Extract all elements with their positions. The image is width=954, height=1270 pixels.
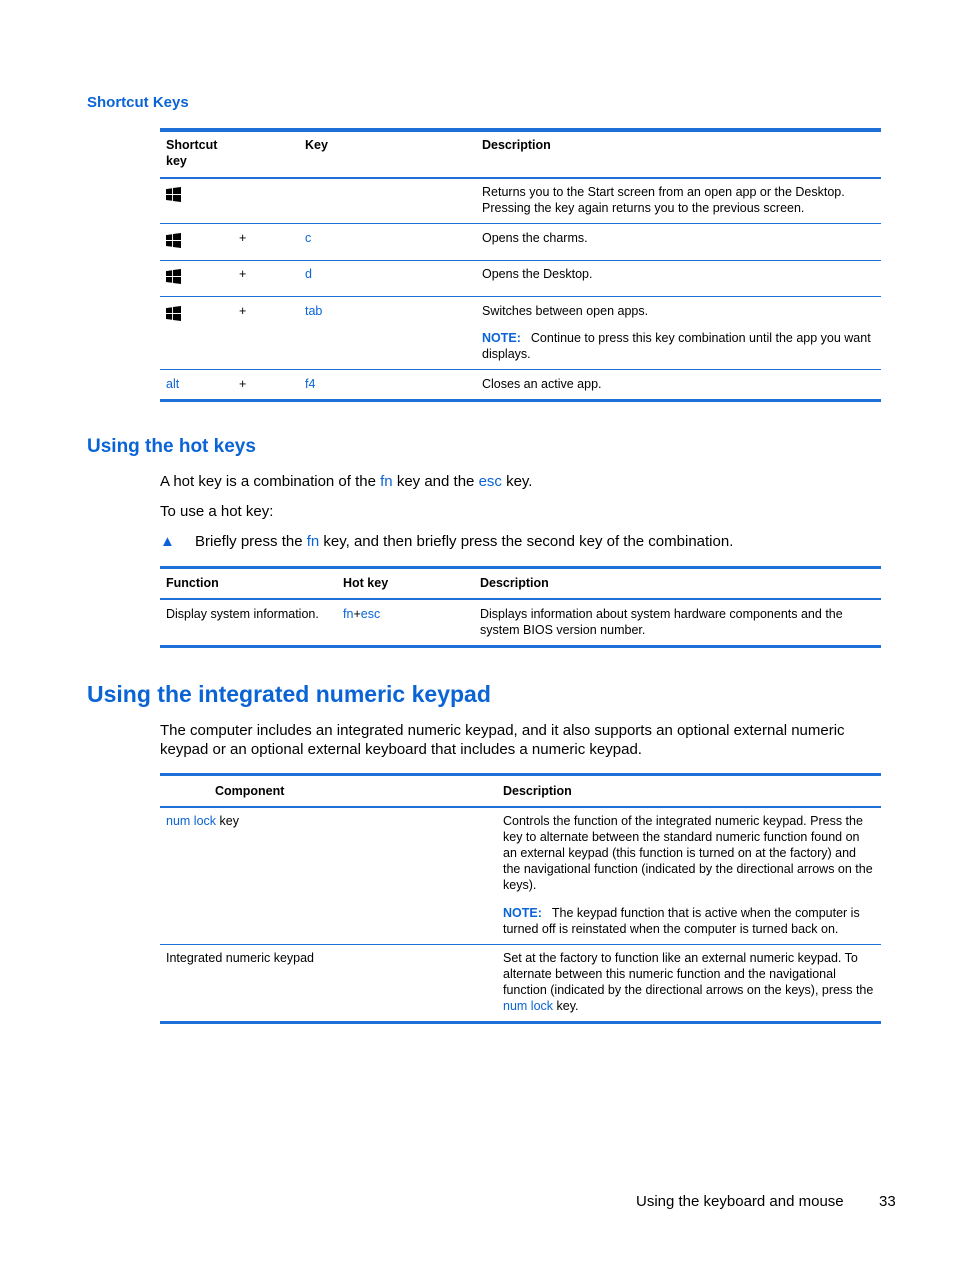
header-hot-key: Hot key [343,576,389,590]
table-header-rule [160,177,881,179]
note-text: Continue to press this key combination until the app you want displays. [482,331,871,361]
note-label: NOTE: [482,331,521,345]
row-description: Opens the charms. [482,231,588,245]
table-top-rule [160,773,881,776]
row-rule [160,223,881,224]
header-shortcut-key [166,137,217,169]
row-component [166,813,239,829]
table-bottom-rule [160,399,881,402]
header-shortcut-line1: Shortcut [166,138,218,152]
row-function: Display system information. [166,607,319,621]
step-text: Briefly press the [195,533,307,550]
row-rule [160,296,881,297]
description-text: key. [553,999,579,1013]
row-description: Switches between open apps. [482,304,649,318]
key-f4: f4 [305,377,316,391]
table-bottom-rule [160,1021,881,1024]
windows-logo-icon [166,187,181,206]
row-description: Opens the Desktop. [482,267,593,281]
row-description [503,950,875,1014]
row-description: Returns you to the Start screen from an open app or the Desktop. Pressing the key again returns you to the previous screen. [482,185,845,215]
footer-chapter: Using the keyboard and mouse [636,1193,844,1210]
hot-keys-heading: Using the hot keys [87,436,256,457]
header-function: Function [166,576,219,590]
esc-key-ref: esc [360,607,381,621]
row-description: Displays information about system hardware components and the system BIOS version number. [480,607,843,637]
step-text: key, and then briefly press the second key of the combination. [319,533,734,550]
row-description: Controls the function of the integrated numeric keypad. Press the key to alternate between the standard numeric function found on an external keypad (this function is turned on at the factory) and the navigational function (indicated by the directional arrows on the keys). [503,814,873,892]
intro-text: key and the [392,473,479,490]
plus-sign: + [239,231,247,245]
row-rule [160,260,881,261]
numeric-keypad-table [160,773,881,1027]
triangle-bullet-icon: ▲ [160,533,175,550]
row-rule [160,944,881,945]
num-lock-key-ref: num lock [503,999,554,1013]
fn-key-ref: fn [306,533,320,550]
intro-text: A hot key is a combination of the [160,473,381,490]
row-note [482,330,872,362]
plus-sign: + [239,377,247,391]
plus-sign: + [239,304,247,318]
component-suffix: key [216,814,239,828]
hot-keys-table [160,566,881,650]
row-note [503,905,875,937]
table-top-rule [160,128,881,132]
plus-sign: + [353,607,361,621]
plus-sign: + [239,267,247,281]
numeric-keypad-intro: The computer includes an integrated numeric keypad, and it also supports an optional external numeric keypad or an optional external keyboard that includes a numeric keypad. [160,722,845,758]
header-description: Description [482,138,551,152]
table-header-rule [160,806,881,808]
windows-logo-icon [166,306,181,325]
header-component: Component [215,784,285,798]
row-description: Closes an active app. [482,377,602,391]
num-lock-key-ref: num lock [166,814,217,828]
row-hot-key [343,606,380,622]
hot-keys-intro [160,472,532,491]
note-label: NOTE: [503,906,542,920]
row-rule [160,369,881,370]
fn-key-ref: fn [343,607,354,621]
windows-logo-icon [166,233,181,252]
header-description: Description [480,576,549,590]
row-component: Integrated numeric keypad [166,951,315,965]
esc-key-ref: esc [478,473,502,490]
shortcut-keys-table [160,128,881,403]
fn-key-ref: fn [380,473,393,490]
table-header-rule [160,598,881,600]
hot-key-step [195,532,733,551]
numeric-keypad-heading: Using the integrated numeric keypad [87,681,491,707]
windows-logo-icon [166,269,181,288]
header-key: Key [305,138,328,152]
header-shortcut-line2: key [166,154,187,168]
shortcut-keys-heading: Shortcut Keys [87,94,189,111]
key-d: d [305,267,312,281]
description-text: Set at the factory to function like an external numeric keypad. To alternate between this numeric function and the navigational function (indicated by the directional arrows on the keys), press the [503,951,874,997]
note-text: The keypad function that is active when the computer is turned off is reinstated when the computer is turned back on. [503,906,860,936]
key-tab: tab [305,304,323,318]
key-alt: alt [166,377,180,391]
footer-page-number: 33 [879,1193,896,1210]
table-top-rule [160,566,881,569]
table-bottom-rule [160,645,881,648]
intro-text: key. [501,473,533,490]
to-use-hot-key: To use a hot key: [160,503,274,520]
header-description: Description [503,784,572,798]
key-c: c [305,231,312,245]
